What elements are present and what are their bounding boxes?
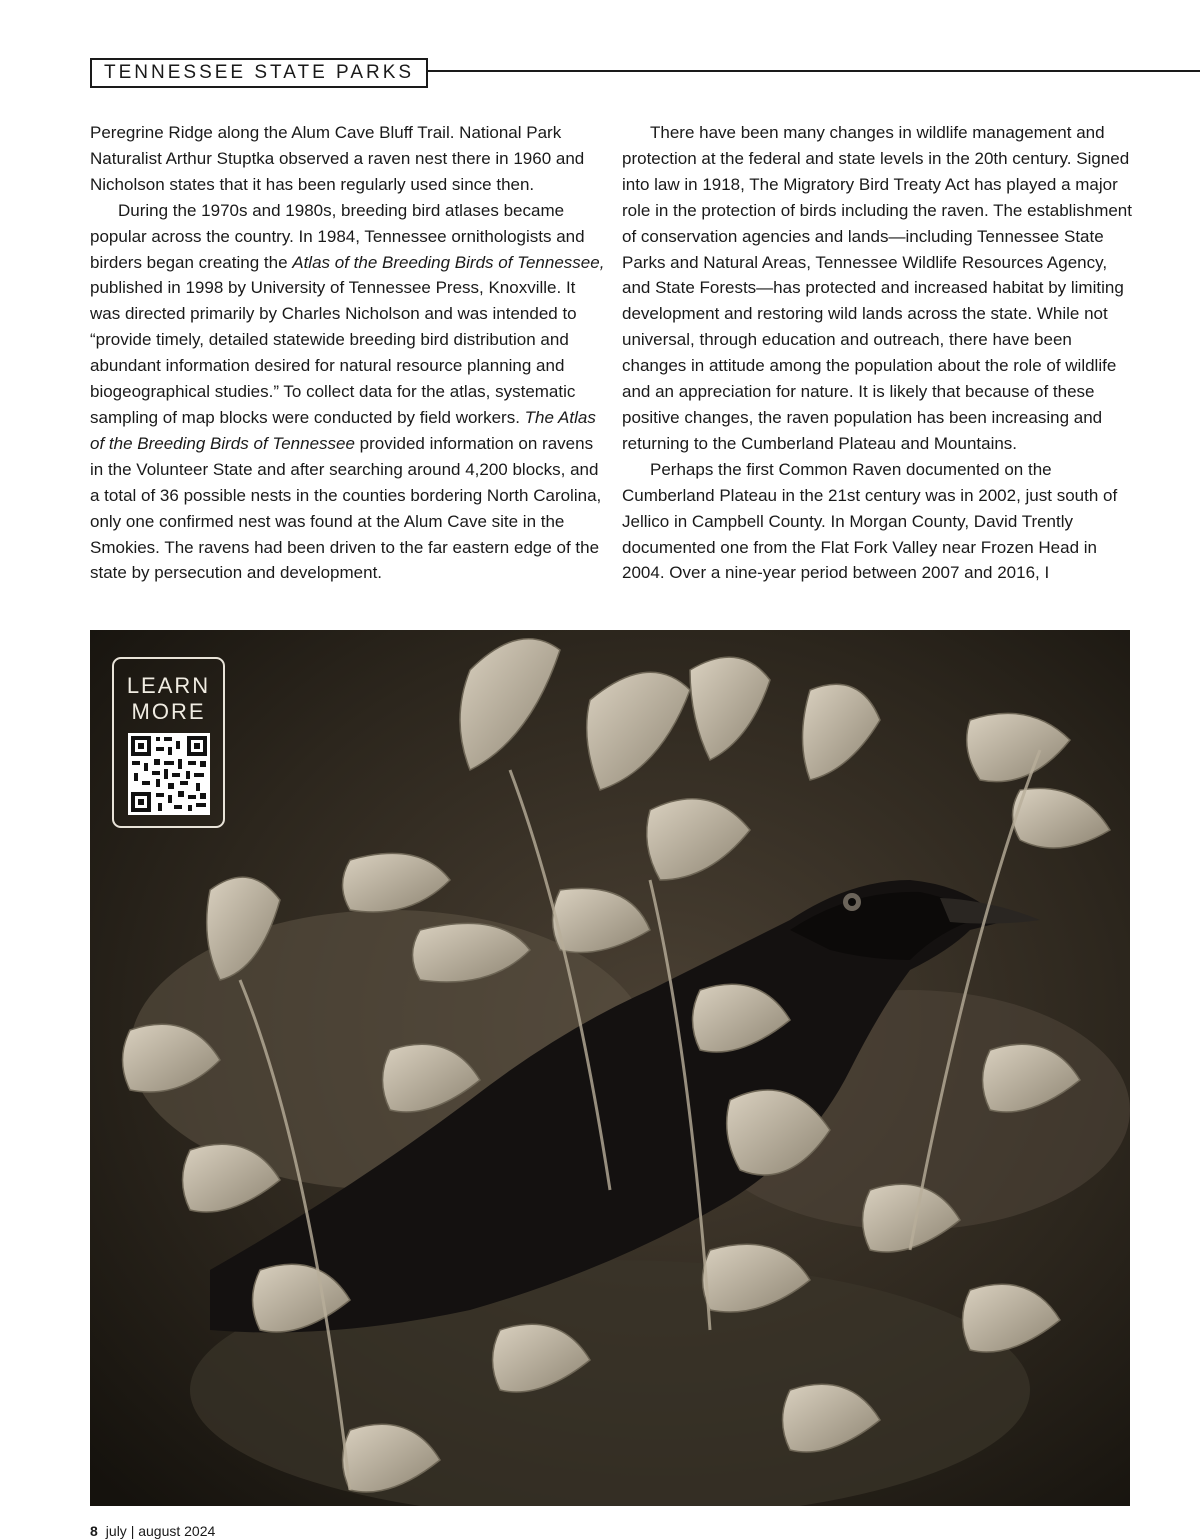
- article-column-left: [90, 120, 605, 586]
- raven-photo: [90, 630, 1130, 1506]
- paragraph: Perhaps the first Common Raven documented on the Cumberland Plateau in the 21st century was in 2002, just south of Jellico in Campbell County. In Morgan County, David Trently documented one from the Flat Fork Valley near Frozen Head in 2004. Over a nine-year period between 2007 and 2016, I: [622, 459, 1118, 583]
- learn-more-badge[interactable]: [112, 657, 225, 828]
- paragraph: During the 1970s and 1980s, breeding bird atlases became popular across the country. In 1984, Tennessee ornithologists and birders began creating the Atlas of the Breeding Birds of Tennessee, published in 1998 by University of Tennessee Press, Knoxville. It was directed primarily by Charles Nicholson and was intended to “provide timely, detailed statewide breeding bird distribution and abundant information desired for natural resource planning and biogeographical studies.” To collect data for the atlas, systematic sampling of map blocks were conducted by field workers. The Atlas of the Breeding Birds of Tennessee provided information on ravens in the Volunteer State and after searching around 4,200 blocks, and a total of 36 possible nests in the counties bordering North Carolina, only one confirmed nest was found at the Alum Cave site in the Smokies. The ravens had been driven to the far eastern edge of the state by persecution and development.: [90, 200, 605, 583]
- issue-date: july | august 2024: [105, 1523, 216, 1539]
- book-title: Atlas of the Breeding Birds of Tennessee,: [292, 252, 605, 272]
- page-number: 8: [90, 1523, 98, 1539]
- article-column-right: [622, 120, 1137, 586]
- paragraph: There have been many changes in wildlife management and protection at the federal and state levels in the 20th century. Signed into law in 1918, The Migratory Bird Treaty Act has played a major role in the protection of birds including the raven. The establishment of conservation agencies and lands—including Tennessee State Parks and Natural Areas, Tennessee Wildlife Resources Agency, and State Forests—has protected and increased habitat by limiting development and restoring wild lands across the state. While not universal, through education and outreach, there have been changes in attitude among the population about the role of wildlife and an appreciation for nature. It is likely that because of these positive changes, the raven population has been increasing and returning to the Cumberland Plateau and Mountains.: [622, 123, 1132, 453]
- section-header: TENNESSEE STATE PARKS: [90, 58, 428, 88]
- qr-code-icon[interactable]: [128, 733, 210, 815]
- page-footer: [90, 1522, 215, 1540]
- raven-photo-image: [90, 630, 1130, 1506]
- paragraph: Peregrine Ridge along the Alum Cave Bluff Trail. National Park Naturalist Arthur Stuptka observed a raven nest there in 1960 and Nicholson states that it has been regularly used since then.: [90, 123, 585, 194]
- learn-more-label: LEARN MORE: [126, 673, 211, 724]
- book-title: The Atlas of the Breeding Birds of Tennessee: [90, 407, 596, 453]
